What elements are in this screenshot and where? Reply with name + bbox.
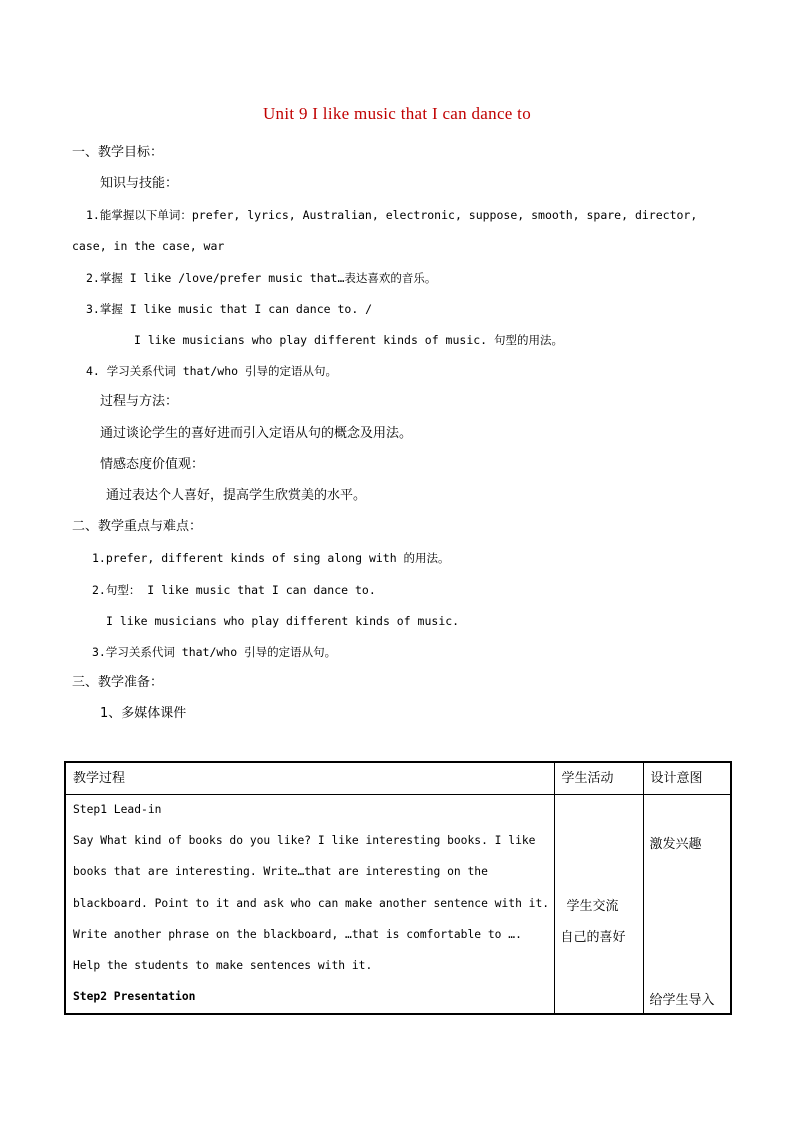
- key-point-1: 1.prefer, different kinds of sing along with 的用法。: [92, 551, 450, 565]
- table-row: [65, 795, 731, 1015]
- objective-item-1-line-2: case, in the case, war: [72, 239, 225, 253]
- process-line: books that are interesting. Write…that are interesting on the: [73, 865, 488, 878]
- intent-text-line-2: 给学生导入: [649, 993, 715, 1008]
- section-heading-key-points: 二、教学重点与难点：: [72, 519, 203, 534]
- objective-item-3-line-1: 3.掌握 I like music that I can dance to. /: [86, 302, 373, 316]
- section-heading-objectives: 一、教学目标：: [72, 145, 164, 160]
- activity-text-line-2: 自己的喜好: [560, 930, 626, 945]
- objective-item-2: 2.掌握 I like /love/prefer music that…表达喜欢的音乐。: [86, 271, 437, 285]
- objective-item-3-line-2: I like musicians who play different kinds of music. 句型的用法。: [134, 333, 564, 347]
- process-line: Say What kind of books do you like? I like interesting books. I like: [73, 834, 536, 847]
- activity-cell: [554, 795, 643, 1015]
- key-point-3: 3.学习关系代词 that/who 引导的定语从句。: [92, 645, 337, 659]
- document-title: Unit 9 I like music that I can dance to: [262, 104, 532, 123]
- process-line: Help the students to make sentences with it.: [73, 959, 373, 972]
- objective-item-1-line-1: 1.能掌握以下单词：prefer, lyrics, Australian, electronic, suppose, smooth, spare, director,: [86, 208, 698, 222]
- header-teaching-process: 教学过程: [65, 762, 554, 795]
- preparation-item-1: 1、多媒体课件: [100, 706, 187, 721]
- emotion-text: 通过表达个人喜好，提高学生欣赏美的水平。: [106, 488, 367, 503]
- process-line: Write another phrase on the blackboard, …that is comfortable to ….: [73, 928, 522, 941]
- process-line: Step2 Presentation: [73, 990, 196, 1003]
- intent-cell: [643, 795, 731, 1015]
- activity-text-line-1: 学生交流: [566, 899, 619, 914]
- process-line: Step1 Lead-in: [73, 803, 162, 816]
- header-design-intent: 设计意图: [643, 762, 731, 795]
- table-header-row: [65, 762, 731, 795]
- process-label: 过程与方法：: [100, 394, 179, 409]
- intent-text-line-1: 激发兴趣: [649, 837, 702, 852]
- emotion-label: 情感态度价值观：: [100, 457, 205, 472]
- knowledge-label: 知识与技能：: [100, 176, 179, 191]
- process-line: blackboard. Point to it and ask who can make another sentence with it.: [73, 897, 550, 910]
- process-cell: [65, 795, 554, 1015]
- objective-item-4: 4. 学习关系代词 that/who 引导的定语从句。: [86, 364, 338, 378]
- key-point-2-line-2: I like musicians who play different kinds of music.: [106, 614, 460, 628]
- process-text: 通过谈论学生的喜好进而引入定语从句的概念及用法。: [100, 426, 413, 441]
- header-student-activity: 学生活动: [554, 762, 643, 795]
- teaching-process-table: [64, 761, 732, 1015]
- key-point-2-line-1: 2.句型： I like music that I can dance to.: [92, 583, 376, 597]
- section-heading-preparation: 三、教学准备：: [72, 675, 164, 690]
